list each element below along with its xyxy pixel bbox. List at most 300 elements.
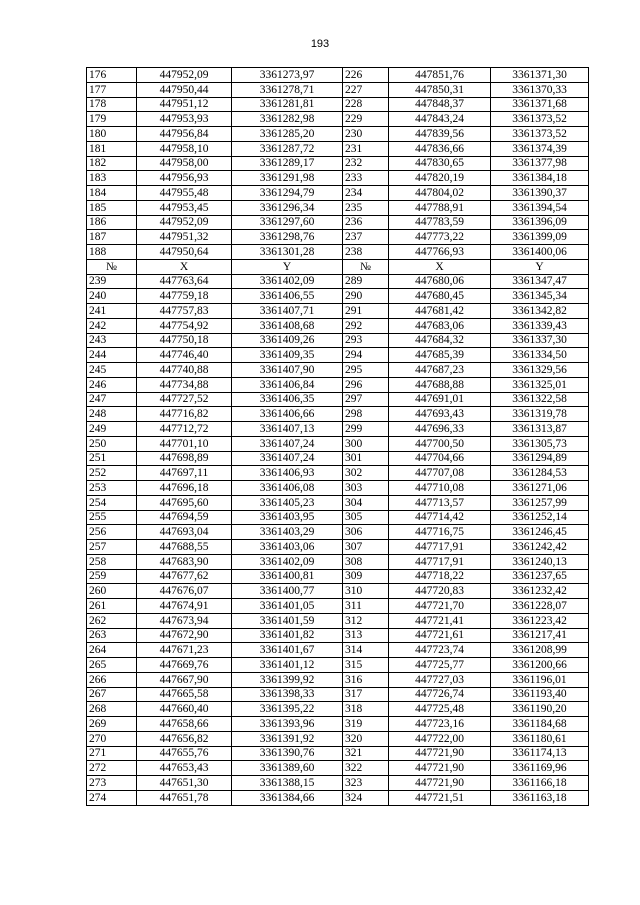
y-coordinate-cell: 3361319,78: [491, 407, 589, 422]
point-number-cell: 182: [87, 156, 137, 171]
point-number-cell: 181: [87, 141, 137, 156]
table-row: [87, 348, 589, 363]
table-row: [87, 186, 589, 201]
y-coordinate-cell: 3361278,71: [232, 82, 343, 97]
x-coordinate-cell: 447697,11: [137, 466, 232, 481]
point-number-cell: 294: [343, 348, 389, 363]
table-row: [87, 451, 589, 466]
y-coordinate-cell: 3361403,29: [232, 525, 343, 540]
y-coordinate-cell: 3361196,01: [491, 672, 589, 687]
y-coordinate-cell: 3361193,40: [491, 687, 589, 702]
table-row: [87, 510, 589, 525]
point-number-cell: 268: [87, 702, 137, 717]
x-coordinate-cell: 447685,39: [389, 348, 491, 363]
y-coordinate-cell: 3361401,12: [232, 658, 343, 673]
point-number-cell: 273: [87, 776, 137, 791]
y-coordinate-cell: 3361393,96: [232, 717, 343, 732]
y-coordinate-cell: 3361190,20: [491, 702, 589, 717]
x-coordinate-cell: 447725,77: [389, 658, 491, 673]
point-number-cell: 251: [87, 451, 137, 466]
point-number-cell: 299: [343, 422, 389, 437]
point-number-cell: 246: [87, 377, 137, 392]
x-coordinate-cell: 447673,94: [137, 613, 232, 628]
x-coordinate-cell: 447651,78: [137, 790, 232, 805]
table-row: [87, 790, 589, 805]
y-coordinate-cell: 3361395,22: [232, 702, 343, 717]
y-coordinate-cell: 3361301,28: [232, 245, 343, 260]
table-row: [87, 776, 589, 791]
coordinates-table: [86, 67, 589, 806]
table-row: [87, 717, 589, 732]
point-number-cell: 321: [343, 746, 389, 761]
y-coordinate-cell: 3361329,56: [491, 363, 589, 378]
point-number-cell: 313: [343, 628, 389, 643]
point-number-cell: 249: [87, 422, 137, 437]
point-number-cell: 308: [343, 554, 389, 569]
x-coordinate-cell: 447713,57: [389, 495, 491, 510]
x-coordinate-cell: 447950,64: [137, 245, 232, 260]
point-number-cell: 232: [343, 156, 389, 171]
point-number-cell: 319: [343, 717, 389, 732]
x-coordinate-cell: 447683,90: [137, 554, 232, 569]
y-coordinate-cell: 3361407,90: [232, 363, 343, 378]
y-coordinate-cell: 3361406,84: [232, 377, 343, 392]
x-coordinate-cell: 447707,08: [389, 466, 491, 481]
x-coordinate-cell: 447651,30: [137, 776, 232, 791]
x-coordinate-cell: 447683,06: [389, 318, 491, 333]
table-row: [87, 245, 589, 260]
point-number-cell: 229: [343, 112, 389, 127]
y-coordinate-cell: 3361406,93: [232, 466, 343, 481]
y-coordinate-cell: 3361402,09: [232, 274, 343, 289]
y-coordinate-cell: 3361402,09: [232, 554, 343, 569]
x-coordinate-cell: 447684,32: [389, 333, 491, 348]
point-number-cell: 244: [87, 348, 137, 363]
point-number-cell: 183: [87, 171, 137, 186]
table-row: [87, 481, 589, 496]
point-number-cell: 228: [343, 97, 389, 112]
x-coordinate-cell: 447688,88: [389, 377, 491, 392]
table-row: [87, 407, 589, 422]
point-number-cell: 324: [343, 790, 389, 805]
point-number-cell: 274: [87, 790, 137, 805]
point-number-cell: 234: [343, 186, 389, 201]
table-row: [87, 643, 589, 658]
x-coordinate-cell: 447717,91: [389, 554, 491, 569]
y-coordinate-cell: 3361400,81: [232, 569, 343, 584]
point-number-cell: 303: [343, 481, 389, 496]
table-row: [87, 466, 589, 481]
y-coordinate-cell: 3361377,98: [491, 156, 589, 171]
point-number-cell: 258: [87, 554, 137, 569]
y-header: Y: [491, 259, 589, 274]
y-coordinate-cell: 3361180,61: [491, 731, 589, 746]
x-header: X: [389, 259, 491, 274]
y-coordinate-cell: 3361406,55: [232, 289, 343, 304]
point-number-cell: 238: [343, 245, 389, 260]
x-coordinate-cell: 447953,93: [137, 112, 232, 127]
x-coordinate-cell: 447693,04: [137, 525, 232, 540]
y-coordinate-cell: 3361287,72: [232, 141, 343, 156]
y-coordinate-cell: 3361345,34: [491, 289, 589, 304]
point-number-cell: 254: [87, 495, 137, 510]
y-coordinate-cell: 3361401,67: [232, 643, 343, 658]
x-coordinate-cell: 447721,90: [389, 776, 491, 791]
x-coordinate-cell: 447653,43: [137, 761, 232, 776]
point-number-cell: 239: [87, 274, 137, 289]
point-number-cell: 242: [87, 318, 137, 333]
y-coordinate-cell: 3361407,24: [232, 451, 343, 466]
point-number-cell: 187: [87, 230, 137, 245]
x-coordinate-cell: 447721,90: [389, 746, 491, 761]
point-number-cell: 309: [343, 569, 389, 584]
y-coordinate-cell: 3361373,52: [491, 112, 589, 127]
y-coordinate-cell: 3361371,68: [491, 97, 589, 112]
y-header: Y: [232, 259, 343, 274]
point-number-cell: 176: [87, 68, 137, 83]
y-coordinate-cell: 3361390,37: [491, 186, 589, 201]
x-coordinate-cell: 447766,93: [389, 245, 491, 260]
y-coordinate-cell: 3361407,13: [232, 422, 343, 437]
x-coordinate-cell: 447953,45: [137, 200, 232, 215]
table-row: [87, 672, 589, 687]
table-row: [87, 687, 589, 702]
x-coordinate-cell: 447955,48: [137, 186, 232, 201]
y-coordinate-cell: 3361289,17: [232, 156, 343, 171]
x-coordinate-cell: 447681,42: [389, 304, 491, 319]
y-coordinate-cell: 3361409,35: [232, 348, 343, 363]
table-row: [87, 584, 589, 599]
x-coordinate-cell: 447704,66: [389, 451, 491, 466]
point-number-cell: 260: [87, 584, 137, 599]
point-number-cell: 265: [87, 658, 137, 673]
table-row: [87, 333, 589, 348]
table-row: [87, 422, 589, 437]
x-coordinate-cell: 447693,43: [389, 407, 491, 422]
y-coordinate-cell: 3361184,68: [491, 717, 589, 732]
y-coordinate-cell: 3361281,81: [232, 97, 343, 112]
x-coordinate-cell: 447710,08: [389, 481, 491, 496]
point-number-cell: 259: [87, 569, 137, 584]
y-coordinate-cell: 3361282,98: [232, 112, 343, 127]
y-coordinate-cell: 3361342,82: [491, 304, 589, 319]
point-number-cell: 227: [343, 82, 389, 97]
point-number-cell: 186: [87, 215, 137, 230]
y-coordinate-cell: 3361403,06: [232, 540, 343, 555]
x-coordinate-cell: 447698,89: [137, 451, 232, 466]
point-number-cell: 257: [87, 540, 137, 555]
y-coordinate-cell: 3361322,58: [491, 392, 589, 407]
number-header: №: [343, 259, 389, 274]
point-number-cell: 255: [87, 510, 137, 525]
y-coordinate-cell: 3361400,06: [491, 245, 589, 260]
table-row: [87, 731, 589, 746]
table-row: [87, 761, 589, 776]
point-number-cell: 295: [343, 363, 389, 378]
y-coordinate-cell: 3361240,13: [491, 554, 589, 569]
x-coordinate-cell: 447820,19: [389, 171, 491, 186]
x-coordinate-cell: 447680,06: [389, 274, 491, 289]
y-coordinate-cell: 3361384,66: [232, 790, 343, 805]
x-coordinate-cell: 447727,52: [137, 392, 232, 407]
y-coordinate-cell: 3361339,43: [491, 318, 589, 333]
table-row: [87, 628, 589, 643]
table-row: [87, 613, 589, 628]
x-coordinate-cell: 447763,64: [137, 274, 232, 289]
point-number-cell: 316: [343, 672, 389, 687]
x-coordinate-cell: 447660,40: [137, 702, 232, 717]
point-number-cell: 263: [87, 628, 137, 643]
y-coordinate-cell: 3361174,13: [491, 746, 589, 761]
point-number-cell: 184: [87, 186, 137, 201]
y-coordinate-cell: 3361407,71: [232, 304, 343, 319]
point-number-cell: 188: [87, 245, 137, 260]
y-coordinate-cell: 3361401,05: [232, 599, 343, 614]
x-coordinate-cell: 447750,18: [137, 333, 232, 348]
y-coordinate-cell: 3361242,42: [491, 540, 589, 555]
point-number-cell: 322: [343, 761, 389, 776]
point-number-cell: 230: [343, 127, 389, 142]
x-coordinate-cell: 447658,66: [137, 717, 232, 732]
point-number-cell: 177: [87, 82, 137, 97]
x-coordinate-cell: 447721,61: [389, 628, 491, 643]
point-number-cell: 271: [87, 746, 137, 761]
point-number-cell: 289: [343, 274, 389, 289]
x-coordinate-cell: 447701,10: [137, 436, 232, 451]
point-number-cell: 243: [87, 333, 137, 348]
y-coordinate-cell: 3361407,24: [232, 436, 343, 451]
x-coordinate-cell: 447804,02: [389, 186, 491, 201]
point-number-cell: 305: [343, 510, 389, 525]
y-coordinate-cell: 3361169,96: [491, 761, 589, 776]
x-coordinate-cell: 447722,00: [389, 731, 491, 746]
x-coordinate-cell: 447721,70: [389, 599, 491, 614]
table-row: [87, 569, 589, 584]
point-number-cell: 264: [87, 643, 137, 658]
x-coordinate-cell: 447721,90: [389, 761, 491, 776]
point-number-cell: 306: [343, 525, 389, 540]
point-number-cell: 300: [343, 436, 389, 451]
table-row: [87, 658, 589, 673]
x-coordinate-cell: 447952,09: [137, 215, 232, 230]
x-coordinate-cell: 447721,41: [389, 613, 491, 628]
point-number-cell: 314: [343, 643, 389, 658]
table-row: [87, 746, 589, 761]
point-number-cell: 233: [343, 171, 389, 186]
x-coordinate-cell: 447848,37: [389, 97, 491, 112]
table-row: [87, 230, 589, 245]
point-number-cell: 304: [343, 495, 389, 510]
x-coordinate-cell: 447956,84: [137, 127, 232, 142]
y-coordinate-cell: 3361294,79: [232, 186, 343, 201]
point-number-cell: 247: [87, 392, 137, 407]
y-coordinate-cell: 3361208,99: [491, 643, 589, 658]
point-number-cell: 293: [343, 333, 389, 348]
table-row: [87, 702, 589, 717]
y-coordinate-cell: 3361406,66: [232, 407, 343, 422]
x-coordinate-cell: 447839,56: [389, 127, 491, 142]
y-coordinate-cell: 3361374,39: [491, 141, 589, 156]
x-coordinate-cell: 447674,91: [137, 599, 232, 614]
point-number-cell: 292: [343, 318, 389, 333]
y-coordinate-cell: 3361405,23: [232, 495, 343, 510]
x-coordinate-cell: 447669,76: [137, 658, 232, 673]
table-row: [87, 127, 589, 142]
table-row: [87, 97, 589, 112]
point-number-cell: 250: [87, 436, 137, 451]
number-header: №: [87, 259, 137, 274]
y-coordinate-cell: 3361298,76: [232, 230, 343, 245]
y-coordinate-cell: 3361396,09: [491, 215, 589, 230]
x-coordinate-cell: 447717,91: [389, 540, 491, 555]
table-row: [87, 554, 589, 569]
y-coordinate-cell: 3361399,09: [491, 230, 589, 245]
point-number-cell: 245: [87, 363, 137, 378]
y-coordinate-cell: 3361232,42: [491, 584, 589, 599]
x-coordinate-cell: 447746,40: [137, 348, 232, 363]
x-coordinate-cell: 447696,18: [137, 481, 232, 496]
x-coordinate-cell: 447836,66: [389, 141, 491, 156]
point-number-cell: 310: [343, 584, 389, 599]
coordinates-table-body: [87, 68, 589, 806]
x-coordinate-cell: 447716,82: [137, 407, 232, 422]
x-coordinate-cell: 447950,44: [137, 82, 232, 97]
point-number-cell: 262: [87, 613, 137, 628]
point-number-cell: 226: [343, 68, 389, 83]
y-coordinate-cell: 3361257,99: [491, 495, 589, 510]
point-number-cell: 302: [343, 466, 389, 481]
table-row: [87, 68, 589, 83]
point-number-cell: 297: [343, 392, 389, 407]
point-number-cell: 235: [343, 200, 389, 215]
y-coordinate-cell: 3361389,60: [232, 761, 343, 776]
y-coordinate-cell: 3361337,30: [491, 333, 589, 348]
y-coordinate-cell: 3361166,18: [491, 776, 589, 791]
x-coordinate-cell: 447740,88: [137, 363, 232, 378]
y-coordinate-cell: 3361297,60: [232, 215, 343, 230]
y-coordinate-cell: 3361406,35: [232, 392, 343, 407]
table-row: [87, 141, 589, 156]
point-number-cell: 291: [343, 304, 389, 319]
point-number-cell: 256: [87, 525, 137, 540]
table-row: [87, 377, 589, 392]
y-coordinate-cell: 3361401,82: [232, 628, 343, 643]
point-number-cell: 236: [343, 215, 389, 230]
y-coordinate-cell: 3361284,53: [491, 466, 589, 481]
x-coordinate-cell: 447734,88: [137, 377, 232, 392]
y-coordinate-cell: 3361384,18: [491, 171, 589, 186]
x-coordinate-cell: 447656,82: [137, 731, 232, 746]
table-row: [87, 171, 589, 186]
y-coordinate-cell: 3361394,54: [491, 200, 589, 215]
x-coordinate-cell: 447723,74: [389, 643, 491, 658]
x-coordinate-cell: 447694,59: [137, 510, 232, 525]
x-coordinate-cell: 447956,93: [137, 171, 232, 186]
table-row: [87, 540, 589, 555]
point-number-cell: 269: [87, 717, 137, 732]
x-coordinate-cell: 447691,01: [389, 392, 491, 407]
table-row: [87, 289, 589, 304]
x-coordinate-cell: 447951,12: [137, 97, 232, 112]
point-number-cell: 179: [87, 112, 137, 127]
y-coordinate-cell: 3361390,76: [232, 746, 343, 761]
x-coordinate-cell: 447727,03: [389, 672, 491, 687]
x-coordinate-cell: 447667,90: [137, 672, 232, 687]
point-number-cell: 270: [87, 731, 137, 746]
table-row: [87, 525, 589, 540]
y-coordinate-cell: 3361347,47: [491, 274, 589, 289]
page-number: 193: [310, 38, 330, 50]
x-coordinate-cell: 447788,91: [389, 200, 491, 215]
point-number-cell: 185: [87, 200, 137, 215]
y-coordinate-cell: 3361371,30: [491, 68, 589, 83]
y-coordinate-cell: 3361305,73: [491, 436, 589, 451]
y-coordinate-cell: 3361252,14: [491, 510, 589, 525]
point-number-cell: 320: [343, 731, 389, 746]
x-coordinate-cell: 447712,72: [137, 422, 232, 437]
x-coordinate-cell: 447723,16: [389, 717, 491, 732]
x-coordinate-cell: 447720,83: [389, 584, 491, 599]
point-number-cell: 178: [87, 97, 137, 112]
y-coordinate-cell: 3361313,87: [491, 422, 589, 437]
x-coordinate-cell: 447830,65: [389, 156, 491, 171]
x-coordinate-cell: 447726,74: [389, 687, 491, 702]
point-number-cell: 267: [87, 687, 137, 702]
table-header-row: [87, 259, 589, 274]
x-coordinate-cell: 447754,92: [137, 318, 232, 333]
x-coordinate-cell: 447655,76: [137, 746, 232, 761]
x-coordinate-cell: 447687,23: [389, 363, 491, 378]
x-coordinate-cell: 447677,62: [137, 569, 232, 584]
y-coordinate-cell: 3361334,50: [491, 348, 589, 363]
x-coordinate-cell: 447714,42: [389, 510, 491, 525]
point-number-cell: 241: [87, 304, 137, 319]
x-coordinate-cell: 447958,00: [137, 156, 232, 171]
x-header: X: [137, 259, 232, 274]
x-coordinate-cell: 447757,83: [137, 304, 232, 319]
y-coordinate-cell: 3361296,34: [232, 200, 343, 215]
y-coordinate-cell: 3361399,92: [232, 672, 343, 687]
table-row: [87, 318, 589, 333]
x-coordinate-cell: 447688,55: [137, 540, 232, 555]
table-row: [87, 274, 589, 289]
y-coordinate-cell: 3361409,26: [232, 333, 343, 348]
point-number-cell: 261: [87, 599, 137, 614]
y-coordinate-cell: 3361406,08: [232, 481, 343, 496]
point-number-cell: 266: [87, 672, 137, 687]
table-row: [87, 363, 589, 378]
x-coordinate-cell: 447672,90: [137, 628, 232, 643]
point-number-cell: 315: [343, 658, 389, 673]
x-coordinate-cell: 447695,60: [137, 495, 232, 510]
x-coordinate-cell: 447671,23: [137, 643, 232, 658]
y-coordinate-cell: 3361403,95: [232, 510, 343, 525]
point-number-cell: 296: [343, 377, 389, 392]
x-coordinate-cell: 447773,22: [389, 230, 491, 245]
table-row: [87, 392, 589, 407]
point-number-cell: 298: [343, 407, 389, 422]
x-coordinate-cell: 447851,76: [389, 68, 491, 83]
y-coordinate-cell: 3361391,92: [232, 731, 343, 746]
y-coordinate-cell: 3361398,33: [232, 687, 343, 702]
point-number-cell: 272: [87, 761, 137, 776]
point-number-cell: 290: [343, 289, 389, 304]
x-coordinate-cell: 447952,09: [137, 68, 232, 83]
y-coordinate-cell: 3361200,66: [491, 658, 589, 673]
point-number-cell: 252: [87, 466, 137, 481]
y-coordinate-cell: 3361370,33: [491, 82, 589, 97]
x-coordinate-cell: 447951,32: [137, 230, 232, 245]
